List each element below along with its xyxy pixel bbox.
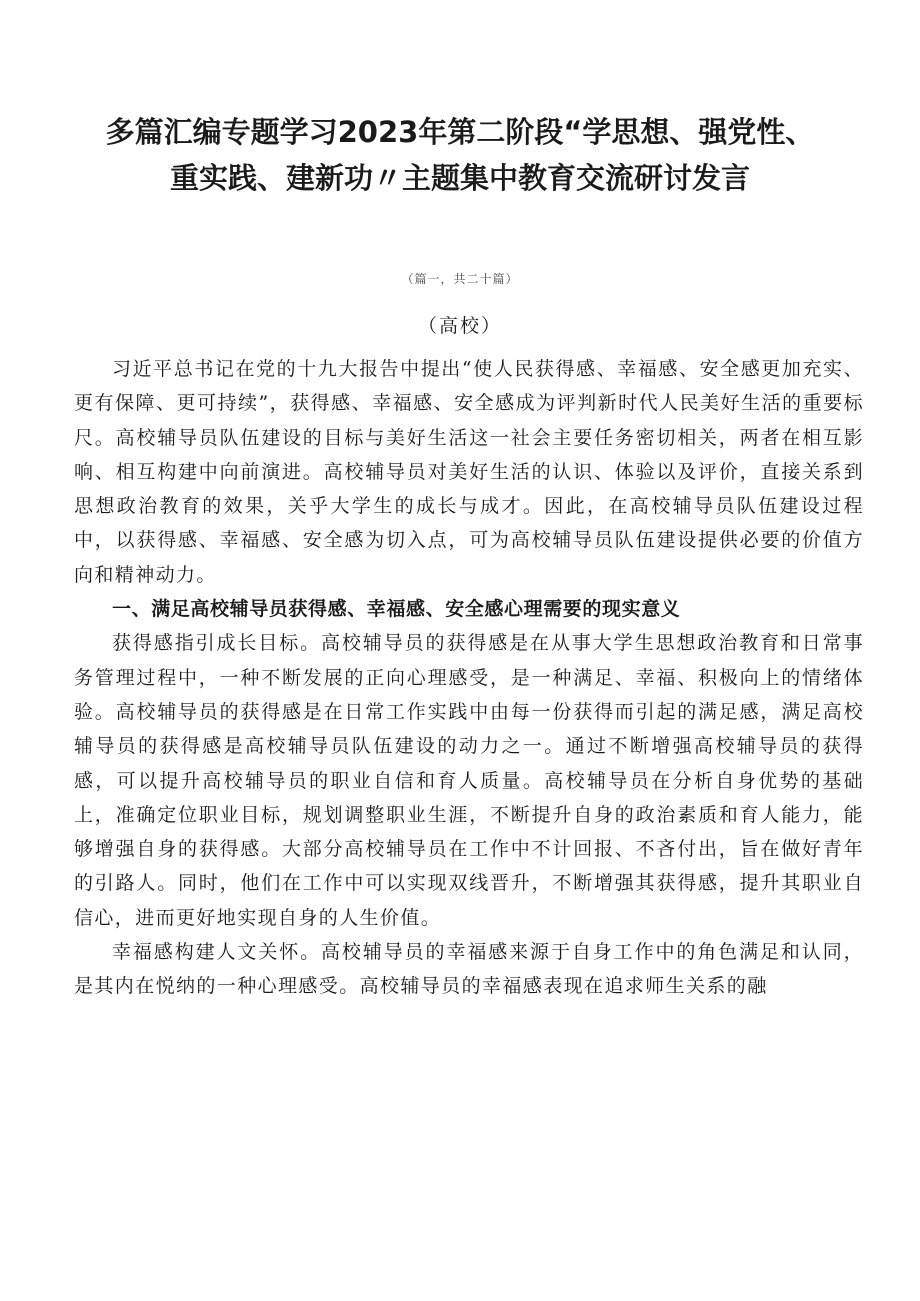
document-body [74,352,864,1004]
document-title-line-2: 重实践、建新功〃主题集中教育交流研讨发言 [169,161,750,195]
category-label: （高校） [417,315,502,337]
body-paragraph: 获得感指引成长目标。高校辅导员的获得感是在从事大学生思想政治教育和日常事务管理过程中，一种不断发展的正向心理感受，是一种满足、幸福、积极向上的情绪体验。高校辅导员的获得感是在日常工作实践中由每一份获得而引起的满足感，满足高校辅导员的获得感是高校辅导员队伍建设的动力之一。通过不断增强高校辅导员的获得感，可以提升高校辅导员的职业自信和育人质量。高校辅导员在分析自身优势的基础上，准确定位职业目标，规划调整职业生涯，不断提升自身的政治素质和育人能力，能够增强自身的获得感。大部分高校辅导员在工作中不计回报、不吝付出，旨在做好青年的引路人。同时，他们在工作中可以实现双线晋升，不断增强其获得感，提升其职业自信心，进而更好地实现自身的人生价值。 [74,632,864,929]
document-title-line-1: 多篇汇编专题学习2023年第二阶段“学思想、强党性、 [105,115,815,149]
body-paragraph: 习近平总书记在党的十九大报告中提出“使人民获得感、幸福感、安全感更加充实、更有保障、更可持续”，获得感、幸福感、安全感成为评判新时代人民美好生活的重要标尺。高校辅导员队伍建设的目标与美好生活这一社会主要任务密切相关，两者在相互影响、相互构建中向前演进。高校辅导员对美好生活的认识、体验以及评价，直接关系到思想政治教育的效果，关乎大学生的成长与成才。因此，在高校辅导员队伍建设过程中，以获得感、幸福感、安全感为切入点，可为高校辅导员队伍建设提供必要的价值方向和精神动力。 [74,358,864,586]
body-paragraph: 幸福感构建人文关怀。高校辅导员的幸福感来源于自身工作中的角色满足和认同，是其内在悦纳的一种心理感受。高校辅导员的幸福感表现在追求师生关系的融 [74,941,864,998]
section-heading: 一、满足高校辅导员获得感、幸福感、安全感心理需要的现实意义 [112,598,681,621]
series-label: （篇一，共二十篇） [401,272,519,286]
